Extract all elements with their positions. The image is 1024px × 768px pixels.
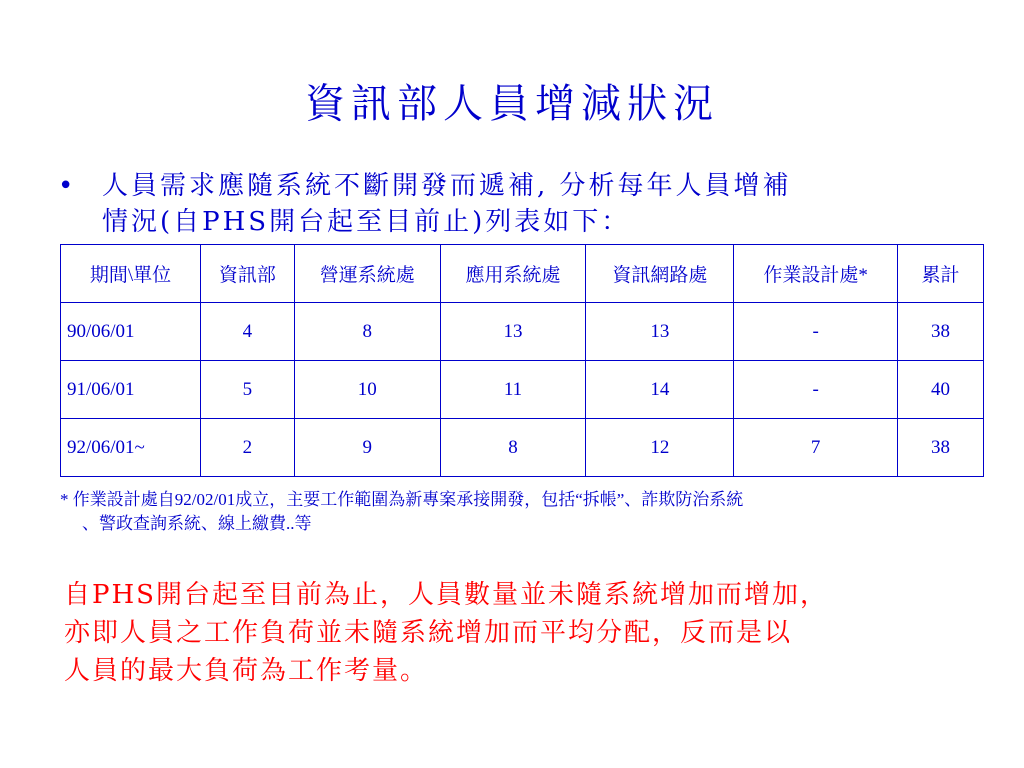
table-cell: 13: [586, 303, 734, 361]
table-cell: 4: [200, 303, 294, 361]
table-cell: 9: [294, 419, 440, 477]
conclusion-line-3: 人員的最大負荷為工作考量。: [64, 656, 429, 686]
bullet-point: [58, 168, 918, 240]
table-row: [61, 361, 984, 419]
table-cell: -: [734, 361, 898, 419]
bullet-line-1: 人員需求應隨系統不斷開發而遞補, 分析每年人員增補: [102, 171, 792, 201]
conclusion-line-1: 自PHS開台起至目前為止，人員數量並未隨系統增加而增加，: [64, 580, 828, 610]
table-cell: 13: [440, 303, 586, 361]
footnote: [60, 488, 984, 536]
table-cell: 12: [586, 419, 734, 477]
header-operations-design: 作業設計處*: [734, 245, 898, 303]
table-cell: 7: [734, 419, 898, 477]
conclusion-line-2: 亦即人員之工作負荷並未隨系統增加而平均分配，反而是以: [64, 618, 793, 648]
header-it-dept: 資訊部: [200, 245, 294, 303]
table-cell: 38: [898, 303, 984, 361]
table-cell: 11: [440, 361, 586, 419]
footnote-line-2: 、警政查詢系統、線上繳費..等: [82, 514, 312, 533]
table-cell: -: [734, 303, 898, 361]
staff-table: [60, 244, 984, 477]
table-cell: 38: [898, 419, 984, 477]
table-cell: 5: [200, 361, 294, 419]
table-row: [61, 303, 984, 361]
conclusion-text: [64, 576, 976, 690]
table-cell: 14: [586, 361, 734, 419]
header-period: 期間\單位: [61, 245, 201, 303]
table-cell: 10: [294, 361, 440, 419]
table-header-row: [61, 245, 984, 303]
table-cell: 90/06/01: [61, 303, 201, 361]
header-total: 累計: [898, 245, 984, 303]
bullet-text: [102, 168, 918, 240]
slide-title: 資訊部人員增減狀況: [305, 81, 719, 127]
table-cell: 8: [294, 303, 440, 361]
bullet-line-2: 情況(自PHS開台起至目前止)列表如下：: [102, 207, 631, 237]
header-operations: 營運系統處: [294, 245, 440, 303]
footnote-line-1: * 作業設計處自92/02/01成立，主要工作範圍為新專案承接開發，包括“拆帳”、詐欺防治系統: [60, 490, 744, 509]
header-network: 資訊網路處: [586, 245, 734, 303]
header-applications: 應用系統處: [440, 245, 586, 303]
table-cell: 2: [200, 419, 294, 477]
bullet-dot: •: [58, 171, 77, 201]
table-cell: 92/06/01~: [61, 419, 201, 477]
table-cell: 40: [898, 361, 984, 419]
table-cell: 91/06/01: [61, 361, 201, 419]
table-row: [61, 419, 984, 477]
table-cell: 8: [440, 419, 586, 477]
